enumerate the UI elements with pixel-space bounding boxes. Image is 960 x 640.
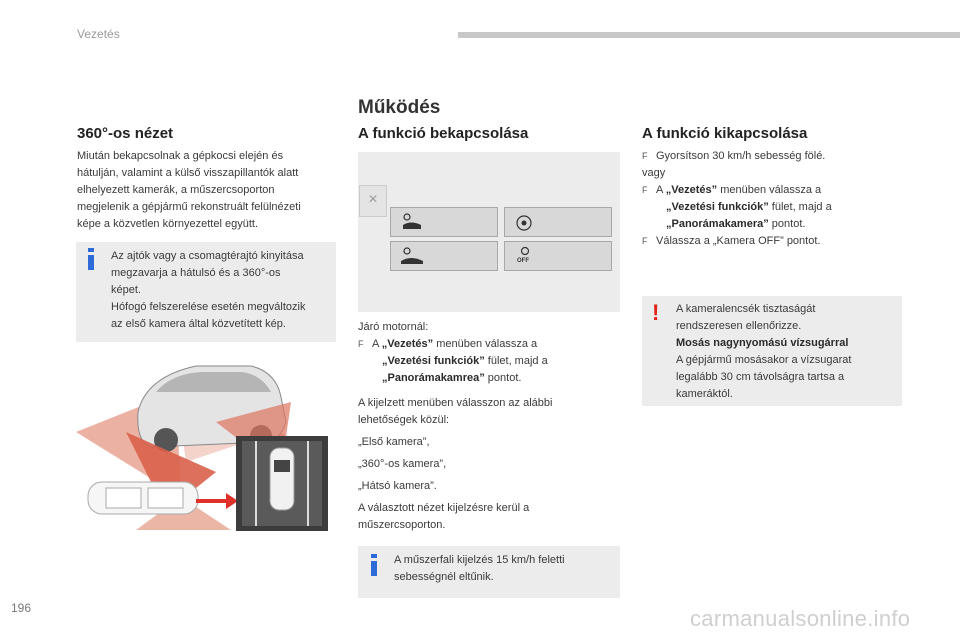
warning-line: A kameralencsék tisztaságát [676,303,816,315]
info-icon [88,255,94,270]
info-line: Az ajtók vagy a csomagtérajtó kinyitása [111,250,304,262]
option-rear: „Hátsó kamera”. [358,480,437,492]
watermark: carmanualsonline.info [690,606,911,631]
warning-line: A gépjármű mosásakor a vízsugarat [676,354,852,366]
step-bold: „Panorámakamrea” [382,372,485,384]
col3-title: A funkció kikapcsolása [642,125,808,142]
step-bold: „Vezetés” [665,184,718,196]
page-number: 196 [11,601,32,615]
step-text: A [372,338,382,350]
col1-paragraph [77,148,347,233]
col1-title: 360°-os nézet [77,125,174,142]
warning-line: rendszeresen ellenőrizze. [676,320,802,332]
tile-camera-off[interactable] [504,241,612,271]
arrow-icon [196,493,238,509]
col1-info-text [111,248,333,333]
tile-360-camera[interactable] [504,207,612,237]
step-bold: „Vezetés” [381,338,434,350]
top-view-screen [236,436,328,531]
car-window [106,488,141,508]
step-text: Válassza a „Kamera OFF” pontot. [656,235,821,247]
step-text: pontot. [484,372,522,384]
camera-360-icon [511,211,541,235]
col1-para-line: képe a közvetlen környezettel együtt. [77,218,258,230]
step-mark-icon: F [358,339,364,349]
col2-info-text [394,552,616,586]
tile-front-camera[interactable] [390,207,498,237]
step-mark-icon: F [642,185,648,195]
col3-warning-text [676,301,898,403]
result-line: A választott nézet kijelzésre kerül a [358,502,530,514]
step-text: menüben válassza a [433,338,538,350]
col1-para-line: Miután bekapcsolnak a gépkocsi elején és [77,150,284,162]
rear-camera-icon [397,245,427,269]
warning-line: kameráktól. [676,388,733,400]
col2-result [358,500,620,534]
car-top-icon [270,448,294,510]
warning-bold: Mosás nagynyomású vízsugárral [676,337,849,349]
info-line: Hófogó felszerelése esetén megváltozik [111,301,306,313]
col1-para-line: hátulján, valamint a külső visszapillantók alatt [77,167,299,179]
info-line: megzavarja a hátulsó és a 360°-os [111,267,281,279]
tile-rear-camera[interactable] [390,241,498,271]
car-window [148,488,183,508]
step-mark-icon: F [642,236,648,246]
header-section-title: Vezetés [77,27,120,41]
col2-title: A funkció bekapcsolása [358,125,529,142]
step-mark-icon: F [642,151,648,161]
front-camera-icon [397,211,427,235]
choose-line: A kijelzett menüben válasszon az alábbi [358,397,553,409]
step-text: Gyorsítson 30 km/h sebesség fölé. [656,150,826,162]
engine-running-label: Járó motornál: [358,321,429,333]
step-text: pontot. [768,218,806,230]
info-line: sebességnél eltűnik. [394,571,494,583]
result-line: műszercsoporton. [358,519,446,531]
col2-steps [358,319,620,387]
main-title: Működés [358,97,441,118]
info-line: képet. [111,284,141,296]
car-roof [274,460,290,472]
step-text: A [656,184,666,196]
choose-line: lehetőségek közül: [358,414,450,426]
info-line: az első kamera által közvetített kép. [111,318,286,330]
step-bold: „Panorámakamera” [666,218,769,230]
info-icon [371,561,377,576]
col3-steps [642,148,907,250]
col1-para-line: megjelenik a gépjármű rekonstruált felülnézeti [77,201,301,213]
header-bar [458,32,960,38]
close-icon[interactable]: × [359,185,387,217]
col1-para-line: elhelyezett kamerák, a műszercsoporton [77,184,275,196]
info-line: A műszerfali kijelzés 15 km/h feletti [394,554,565,566]
warning-icon: ! [652,300,660,325]
step-text: fület, majd a [768,201,832,213]
col2-choose [358,395,620,429]
option-front: „Első kamera”, [358,436,430,448]
or-label: vagy [642,167,666,179]
step-text: menüben válassza a [717,184,822,196]
warning-line: legalább 30 cm távolságra tartsa a [676,371,845,383]
step-bold: „Vezetési funkciók” [382,355,485,367]
step-bold: „Vezetési funkciók” [666,201,769,213]
tile-off-label: OFF [517,258,529,264]
step-text: fület, majd a [484,355,548,367]
option-360: „360°-os kamera”, [358,458,447,470]
